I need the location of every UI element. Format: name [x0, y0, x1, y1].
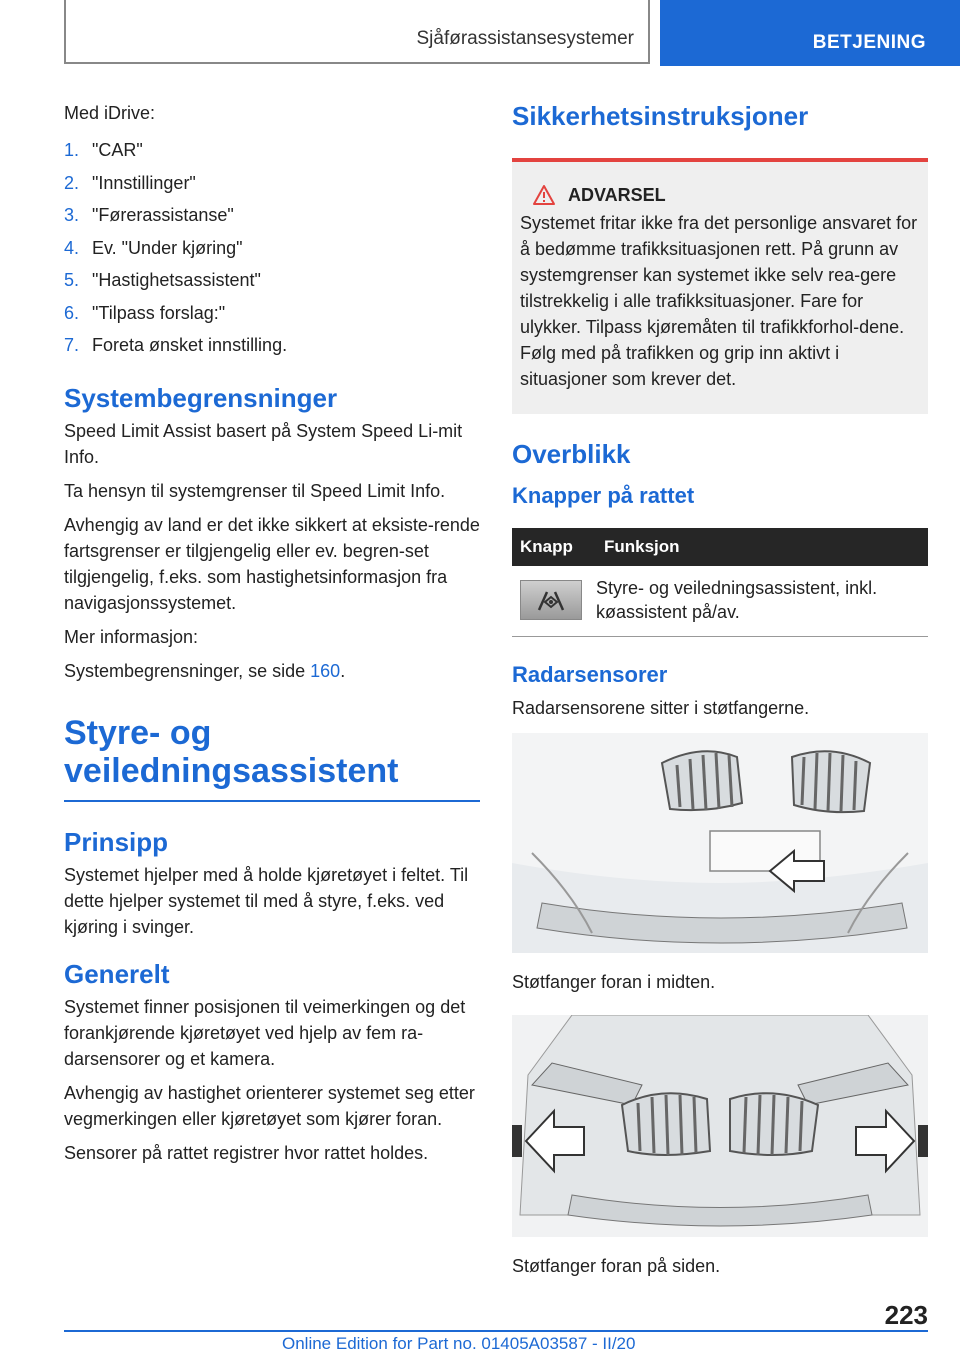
step-number: 3. [64, 205, 80, 225]
cross-reference [64, 658, 480, 684]
table-row [512, 566, 928, 637]
paragraph: Mer informasjon: [64, 626, 199, 647]
page-number: 223 [884, 1300, 928, 1330]
warning-text: Systemet fritar ikke fra det personlige ansvaret for å bedømme trafikksituasjonen rett. På grunn av systemgrenser kan systemet ikke selv rea-gere tilstrekkelig i alle trafikksituasjoner. Fare for ulykker. Tilpass kjøremåten til trafikkforhol-dene. Følg med på trafikken og grip inn aktivt i situasjoner som krever det. [520, 213, 918, 389]
cross-reference-end: . [340, 660, 346, 681]
list-item [64, 297, 480, 330]
list-item [64, 134, 480, 167]
paragraph: Sensorer på rattet registrer hvor rattet holdes. [64, 1142, 429, 1163]
image-caption: Støtfanger foran i midten. [512, 972, 716, 992]
paragraph: Avhengig av hastighet orienterer systemet seg etter vegmerkingen eller kjøretøyet som kjører foran. [64, 1082, 475, 1129]
section-title: Sjåførassistansesystemer [416, 28, 634, 49]
image-caption: Støtfanger foran på siden. [512, 1256, 721, 1276]
paragraph: Radarsensorene sitter i støtfangerne. [512, 698, 810, 718]
general-heading: Generelt [64, 958, 170, 989]
step-number: 4. [64, 237, 80, 258]
chapter-heading-line1: Styre- og [64, 713, 212, 752]
safety-heading: Sikkerhetsinstruksjoner [512, 101, 809, 131]
step-text: "CAR" [92, 140, 143, 160]
paragraph: Systemet hjelper med å holde kjøretøyet i feltet. Til dette hjelper systemet til med å styre, f.eks. ved kjøring i svinger. [64, 864, 469, 937]
list-item [64, 232, 480, 265]
bumper-center-image [512, 733, 928, 953]
bumper-side-image [512, 1015, 928, 1237]
steering-assist-button-icon [520, 580, 582, 620]
page-link[interactable]: 160 [310, 660, 341, 681]
paragraph: Avhengig av land er det ikke sikkert at eksiste-rende fartsgrenser er tilgjengelig eller ev. begren-set tilgjengelig, f.eks. som hastighetsinformasjon fra navigasjonssystemet. [64, 514, 480, 613]
step-text: "Innstillinger" [92, 172, 196, 193]
table-header-button: Knapp [512, 528, 596, 566]
step-text: "Hastighetsassistent" [92, 270, 261, 290]
principle-heading: Prinsipp [64, 826, 169, 857]
chapter-tab [660, 0, 960, 66]
list-item [64, 264, 480, 297]
list-item [64, 167, 480, 200]
cross-reference-text: Systembegrensninger, se side [64, 660, 311, 681]
edition-text: Online Edition for Part no. 01405A03587 - II/20 [282, 1334, 636, 1353]
table-header-row [512, 528, 928, 566]
section-header-box [64, 0, 650, 64]
right-column [512, 100, 928, 1287]
chapter-heading [64, 714, 480, 802]
steering-buttons-heading: Knapper på rattet [512, 483, 695, 508]
step-text: "Tilpass forslag:" [92, 302, 226, 323]
paragraph: Speed Limit Assist basert på System Speed Li-mit Info. [64, 420, 463, 467]
list-item [64, 329, 480, 362]
table-cell-button [512, 566, 596, 637]
step-number: 5. [64, 270, 80, 290]
step-text: Ev. "Under kjøring" [92, 237, 243, 258]
paragraph: Systemet finner posisjonen til veimerkingen og det forankjørende kjøretøyet ved hjelp av fem ra-darsensorer og et kamera. [64, 996, 466, 1069]
footer-rule [64, 1330, 928, 1332]
step-number: 2. [64, 172, 80, 193]
page-header [0, 0, 960, 66]
step-number: 7. [64, 335, 80, 355]
step-number: 1. [64, 140, 80, 160]
step-list [64, 134, 480, 362]
table-cell-function: Styre- og veiledningsassistent, inkl. køassistent på/av. [596, 566, 928, 637]
step-number: 6. [64, 302, 80, 323]
overview-heading: Overblikk [512, 439, 631, 469]
warning-header [520, 184, 920, 206]
step-text: "Førerassistanse" [92, 205, 234, 225]
intro-text: Med iDrive: [64, 103, 156, 123]
step-text: Foreta ønsket innstilling. [92, 335, 288, 355]
radar-heading: Radarsensorer [512, 662, 668, 687]
warning-label: ADVARSEL [568, 184, 666, 205]
warning-box [512, 158, 928, 414]
button-table [512, 528, 928, 637]
system-limits-heading: Systembegrensninger [64, 382, 338, 413]
warning-triangle-icon [532, 184, 556, 206]
chapter-heading-line2: veiledningsassistent [64, 751, 399, 790]
paragraph: Ta hensyn til systemgrenser til Speed Limit Info. [64, 480, 446, 501]
table-header-function: Funksjon [596, 528, 928, 566]
list-item [64, 199, 480, 232]
left-column [64, 100, 480, 1174]
chapter-title: BETJENING [812, 32, 926, 53]
